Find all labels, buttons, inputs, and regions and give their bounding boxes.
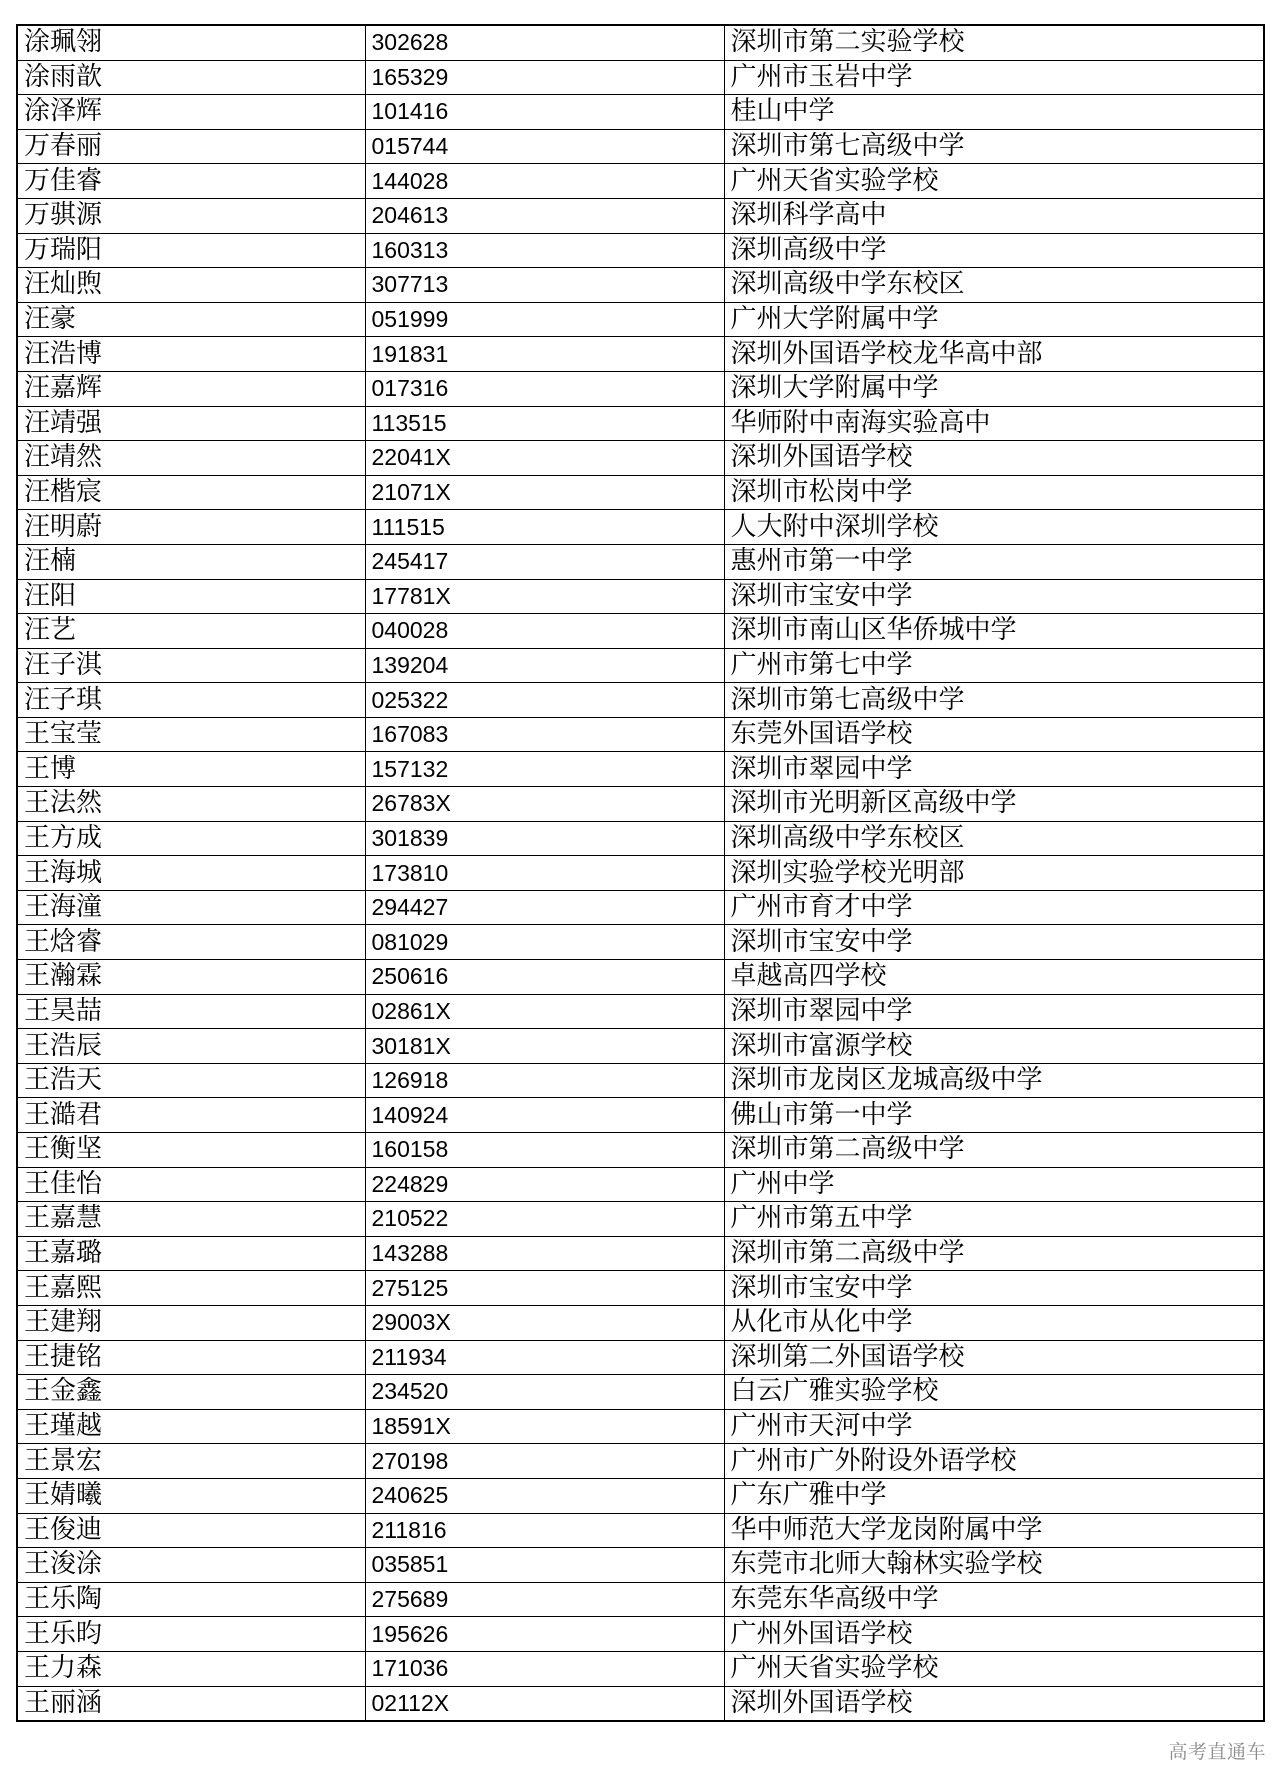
school-cell: 深圳市第七高级中学 — [724, 683, 1264, 718]
student-id-cell: 250616 — [365, 960, 724, 995]
student-name-cell: 汪靖强 — [17, 406, 365, 441]
student-name-cell: 王婧曦 — [17, 1478, 365, 1513]
table-row — [17, 1582, 1264, 1617]
student-name-cell: 汪阳 — [17, 579, 365, 614]
school-cell: 东莞市北师大翰林实验学校 — [724, 1548, 1264, 1583]
student-name-cell: 王方成 — [17, 821, 365, 856]
table-row — [17, 337, 1264, 372]
school-cell: 人大附中深圳学校 — [724, 510, 1264, 545]
student-name-cell: 王丽涵 — [17, 1686, 365, 1721]
student-name-cell: 王佳怡 — [17, 1167, 365, 1202]
student-id-cell: 30181X — [365, 1029, 724, 1064]
student-id-cell: 143288 — [365, 1236, 724, 1271]
school-cell: 深圳外国语学校 — [724, 441, 1264, 476]
school-cell: 深圳市翠园中学 — [724, 752, 1264, 787]
table-row — [17, 1617, 1264, 1652]
student-name-cell: 王乐昀 — [17, 1617, 365, 1652]
student-id-cell: 210522 — [365, 1202, 724, 1237]
student-name-cell: 万春丽 — [17, 129, 365, 164]
student-id-cell: 211816 — [365, 1513, 724, 1548]
school-cell: 深圳高级中学东校区 — [724, 821, 1264, 856]
table-row — [17, 406, 1264, 441]
school-cell: 广州市玉岩中学 — [724, 60, 1264, 95]
student-id-cell: 294427 — [365, 890, 724, 925]
table-row — [17, 1478, 1264, 1513]
student-id-cell: 224829 — [365, 1167, 724, 1202]
table-row — [17, 1063, 1264, 1098]
table-row — [17, 1029, 1264, 1064]
table-row — [17, 925, 1264, 960]
table-row — [17, 1202, 1264, 1237]
table-row — [17, 994, 1264, 1029]
student-name-cell: 王昊喆 — [17, 994, 365, 1029]
student-name-cell: 王乐陶 — [17, 1582, 365, 1617]
school-cell: 广州天省实验学校 — [724, 164, 1264, 199]
student-name-cell: 王嘉熙 — [17, 1271, 365, 1306]
student-id-cell: 165329 — [365, 60, 724, 95]
table-row — [17, 1409, 1264, 1444]
student-name-cell: 王浚涂 — [17, 1548, 365, 1583]
student-name-cell: 涂珮翎 — [17, 25, 365, 60]
table-row — [17, 25, 1264, 60]
student-id-cell: 18591X — [365, 1409, 724, 1444]
student-id-cell: 111515 — [365, 510, 724, 545]
student-id-cell: 113515 — [365, 406, 724, 441]
table-row — [17, 268, 1264, 303]
table-row — [17, 95, 1264, 130]
table-row — [17, 960, 1264, 995]
student-name-cell: 王博 — [17, 752, 365, 787]
school-cell: 佛山市第一中学 — [724, 1098, 1264, 1133]
student-name-cell: 涂雨歆 — [17, 60, 365, 95]
student-id-cell: 015744 — [365, 129, 724, 164]
school-cell: 广州外国语学校 — [724, 1617, 1264, 1652]
school-cell: 广州市天河中学 — [724, 1409, 1264, 1444]
table-row — [17, 1305, 1264, 1340]
student-name-cell: 汪艺 — [17, 614, 365, 649]
table-row — [17, 1375, 1264, 1410]
student-id-cell: 270198 — [365, 1444, 724, 1479]
school-cell: 深圳市宝安中学 — [724, 1271, 1264, 1306]
student-name-cell: 王景宏 — [17, 1444, 365, 1479]
student-name-cell: 王捷铭 — [17, 1340, 365, 1375]
student-name-cell: 王浩辰 — [17, 1029, 365, 1064]
school-cell: 深圳高级中学 — [724, 233, 1264, 268]
student-id-cell: 173810 — [365, 856, 724, 891]
student-name-cell: 汪楷宸 — [17, 475, 365, 510]
school-cell: 深圳实验学校光明部 — [724, 856, 1264, 891]
school-cell: 华师附中南海实验高中 — [724, 406, 1264, 441]
school-cell: 深圳市第二高级中学 — [724, 1236, 1264, 1271]
student-name-cell: 王建翔 — [17, 1305, 365, 1340]
student-id-cell: 02112X — [365, 1686, 724, 1721]
watermark: 高考直通车 — [1168, 1741, 1266, 1763]
school-cell: 广州天省实验学校 — [724, 1651, 1264, 1686]
table-row — [17, 371, 1264, 406]
student-name-cell: 汪豪 — [17, 302, 365, 337]
table-row — [17, 510, 1264, 545]
table-row — [17, 164, 1264, 199]
table-row — [17, 544, 1264, 579]
student-name-cell: 汪嘉辉 — [17, 371, 365, 406]
school-cell: 广州大学附属中学 — [724, 302, 1264, 337]
school-cell: 东莞东华高级中学 — [724, 1582, 1264, 1617]
table-row — [17, 1167, 1264, 1202]
table-row — [17, 475, 1264, 510]
student-id-cell: 302628 — [365, 25, 724, 60]
school-cell: 深圳市松岗中学 — [724, 475, 1264, 510]
student-id-cell: 171036 — [365, 1651, 724, 1686]
student-id-cell: 245417 — [365, 544, 724, 579]
table-row — [17, 1098, 1264, 1133]
table-row — [17, 1444, 1264, 1479]
student-id-cell: 126918 — [365, 1063, 724, 1098]
student-name-cell: 汪楠 — [17, 544, 365, 579]
student-name-cell: 王宝莹 — [17, 717, 365, 752]
student-name-cell: 王法然 — [17, 787, 365, 822]
school-cell: 白云广雅实验学校 — [724, 1375, 1264, 1410]
school-cell: 深圳市第二高级中学 — [724, 1133, 1264, 1168]
school-cell: 深圳第二外国语学校 — [724, 1340, 1264, 1375]
student-id-cell: 081029 — [365, 925, 724, 960]
table-row — [17, 129, 1264, 164]
student-name-cell: 汪靖然 — [17, 441, 365, 476]
student-name-cell: 涂泽辉 — [17, 95, 365, 130]
student-name-cell: 汪浩博 — [17, 337, 365, 372]
student-name-cell: 汪子淇 — [17, 648, 365, 683]
school-cell: 深圳科学高中 — [724, 198, 1264, 233]
school-cell: 华中师范大学龙岗附属中学 — [724, 1513, 1264, 1548]
table-row — [17, 683, 1264, 718]
student-id-cell: 21071X — [365, 475, 724, 510]
student-id-cell: 051999 — [365, 302, 724, 337]
table-row — [17, 821, 1264, 856]
student-id-cell: 275689 — [365, 1582, 724, 1617]
student-id-cell: 234520 — [365, 1375, 724, 1410]
student-id-cell: 139204 — [365, 648, 724, 683]
school-cell: 广东广雅中学 — [724, 1478, 1264, 1513]
table-row — [17, 441, 1264, 476]
student-name-cell: 王金鑫 — [17, 1375, 365, 1410]
table-row — [17, 60, 1264, 95]
student-name-cell: 万瑞阳 — [17, 233, 365, 268]
student-id-cell: 195626 — [365, 1617, 724, 1652]
school-cell: 深圳市南山区华侨城中学 — [724, 614, 1264, 649]
school-cell: 深圳市龙岗区龙城高级中学 — [724, 1063, 1264, 1098]
student-name-cell: 王衡坚 — [17, 1133, 365, 1168]
student-id-cell: 191831 — [365, 337, 724, 372]
student-id-cell: 035851 — [365, 1548, 724, 1583]
table-row — [17, 890, 1264, 925]
student-name-cell: 汪灿煦 — [17, 268, 365, 303]
student-table-body — [17, 25, 1264, 1721]
school-cell: 深圳高级中学东校区 — [724, 268, 1264, 303]
student-id-cell: 29003X — [365, 1305, 724, 1340]
table-row — [17, 1548, 1264, 1583]
school-cell: 深圳市宝安中学 — [724, 925, 1264, 960]
table-row — [17, 1236, 1264, 1271]
school-cell: 深圳市翠园中学 — [724, 994, 1264, 1029]
student-id-cell: 025322 — [365, 683, 724, 718]
student-id-cell: 275125 — [365, 1271, 724, 1306]
school-cell: 桂山中学 — [724, 95, 1264, 130]
student-name-cell: 王海潼 — [17, 890, 365, 925]
student-id-cell: 017316 — [365, 371, 724, 406]
student-id-cell: 240625 — [365, 1478, 724, 1513]
student-id-cell: 160158 — [365, 1133, 724, 1168]
student-id-cell: 22041X — [365, 441, 724, 476]
table-row — [17, 752, 1264, 787]
student-name-cell: 王瑾越 — [17, 1409, 365, 1444]
student-name-cell: 王力森 — [17, 1651, 365, 1686]
student-id-cell: 157132 — [365, 752, 724, 787]
school-cell: 卓越高四学校 — [724, 960, 1264, 995]
school-cell: 广州市广外附设外语学校 — [724, 1444, 1264, 1479]
table-row — [17, 1513, 1264, 1548]
student-id-cell: 101416 — [365, 95, 724, 130]
student-name-cell: 汪明蔚 — [17, 510, 365, 545]
student-id-cell: 140924 — [365, 1098, 724, 1133]
student-table — [16, 24, 1265, 1722]
student-name-cell: 王俊迪 — [17, 1513, 365, 1548]
school-cell: 深圳市第七高级中学 — [724, 129, 1264, 164]
student-id-cell: 211934 — [365, 1340, 724, 1375]
table-row — [17, 198, 1264, 233]
student-id-cell: 26783X — [365, 787, 724, 822]
school-cell: 深圳外国语学校 — [724, 1686, 1264, 1721]
table-row — [17, 1133, 1264, 1168]
student-id-cell: 301839 — [365, 821, 724, 856]
table-row — [17, 787, 1264, 822]
school-cell: 广州市育才中学 — [724, 890, 1264, 925]
student-id-cell: 040028 — [365, 614, 724, 649]
student-id-cell: 160313 — [365, 233, 724, 268]
school-cell: 深圳市富源学校 — [724, 1029, 1264, 1064]
table-row — [17, 717, 1264, 752]
school-cell: 惠州市第一中学 — [724, 544, 1264, 579]
student-name-cell: 王浩天 — [17, 1063, 365, 1098]
student-name-cell: 万骐源 — [17, 198, 365, 233]
table-row — [17, 648, 1264, 683]
student-name-cell: 王瀚霖 — [17, 960, 365, 995]
school-cell: 深圳大学附属中学 — [724, 371, 1264, 406]
table-row — [17, 856, 1264, 891]
school-cell: 东莞外国语学校 — [724, 717, 1264, 752]
student-id-cell: 204613 — [365, 198, 724, 233]
school-cell: 广州中学 — [724, 1167, 1264, 1202]
table-row — [17, 1651, 1264, 1686]
student-name-cell: 汪子琪 — [17, 683, 365, 718]
school-cell: 广州市第五中学 — [724, 1202, 1264, 1237]
school-cell: 深圳外国语学校龙华高中部 — [724, 337, 1264, 372]
student-id-cell: 17781X — [365, 579, 724, 614]
table-row — [17, 1340, 1264, 1375]
table-row — [17, 579, 1264, 614]
school-cell: 广州市第七中学 — [724, 648, 1264, 683]
school-cell: 深圳市宝安中学 — [724, 579, 1264, 614]
student-name-cell: 王嘉慧 — [17, 1202, 365, 1237]
student-name-cell: 王海城 — [17, 856, 365, 891]
table-row — [17, 302, 1264, 337]
student-name-cell: 万佳睿 — [17, 164, 365, 199]
student-name-cell: 王焓睿 — [17, 925, 365, 960]
school-cell: 从化市从化中学 — [724, 1305, 1264, 1340]
student-id-cell: 02861X — [365, 994, 724, 1029]
school-cell: 深圳市光明新区高级中学 — [724, 787, 1264, 822]
table-row — [17, 233, 1264, 268]
student-id-cell: 144028 — [365, 164, 724, 199]
student-name-cell: 王嘉璐 — [17, 1236, 365, 1271]
student-name-cell: 王澔君 — [17, 1098, 365, 1133]
student-id-cell: 167083 — [365, 717, 724, 752]
table-row — [17, 1686, 1264, 1721]
student-id-cell: 307713 — [365, 268, 724, 303]
table-row — [17, 1271, 1264, 1306]
table-row — [17, 614, 1264, 649]
school-cell: 深圳市第二实验学校 — [724, 25, 1264, 60]
